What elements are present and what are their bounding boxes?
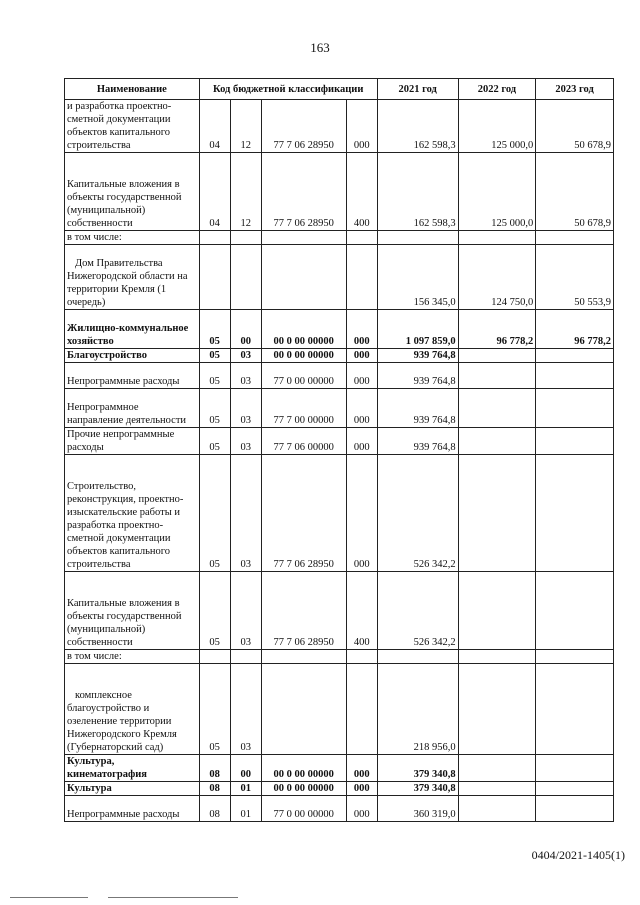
table-row xyxy=(65,755,614,782)
row-section: 08 xyxy=(199,782,230,796)
budget-table xyxy=(64,78,614,822)
row-expense-type: 000 xyxy=(346,349,377,363)
row-subsection: 03 xyxy=(230,572,261,650)
header-2022: 2022 год xyxy=(458,79,536,100)
row-subsection: 00 xyxy=(230,310,261,349)
table-row xyxy=(65,100,614,153)
row-value-2021: 156 345,0 xyxy=(377,245,458,310)
row-value-2023 xyxy=(536,349,614,363)
row-value-2022: 125 000,0 xyxy=(458,100,536,153)
table-row xyxy=(65,782,614,796)
row-section: 05 xyxy=(199,349,230,363)
row-section xyxy=(199,245,230,310)
row-subsection: 12 xyxy=(230,100,261,153)
row-subsection: 03 xyxy=(230,363,261,389)
row-section xyxy=(199,650,230,664)
row-value-2022 xyxy=(458,428,536,455)
row-section xyxy=(199,231,230,245)
row-value-2023 xyxy=(536,755,614,782)
row-subsection: 03 xyxy=(230,664,261,755)
row-value-2023: 50 678,9 xyxy=(536,100,614,153)
row-target-article: 77 7 06 28950 xyxy=(261,153,346,231)
row-value-2021: 162 598,3 xyxy=(377,100,458,153)
row-value-2021: 379 340,8 xyxy=(377,782,458,796)
row-expense-type: 000 xyxy=(346,455,377,572)
row-value-2021: 162 598,3 xyxy=(377,153,458,231)
row-subsection: 03 xyxy=(230,389,261,428)
row-expense-type: 000 xyxy=(346,782,377,796)
header-2021: 2021 год xyxy=(377,79,458,100)
row-target-article: 77 7 06 28950 xyxy=(261,572,346,650)
row-value-2022 xyxy=(458,349,536,363)
row-expense-type xyxy=(346,231,377,245)
row-name: Непрограммные расходы xyxy=(65,363,200,389)
row-target-article: 77 7 06 28950 xyxy=(261,455,346,572)
page-number: 163 xyxy=(310,40,330,55)
row-value-2021: 939 764,8 xyxy=(377,363,458,389)
row-value-2023 xyxy=(536,650,614,664)
row-value-2022 xyxy=(458,231,536,245)
row-name: Капитальные вложения в объекты государственной (муниципальной) собственности xyxy=(65,572,200,650)
row-value-2021: 939 764,8 xyxy=(377,349,458,363)
row-value-2021: 939 764,8 xyxy=(377,428,458,455)
row-name: Культура, кинематография xyxy=(65,755,200,782)
row-section: 05 xyxy=(199,310,230,349)
row-expense-type xyxy=(346,650,377,664)
row-section: 05 xyxy=(199,363,230,389)
row-expense-type: 000 xyxy=(346,428,377,455)
row-subsection: 00 xyxy=(230,755,261,782)
row-section: 05 xyxy=(199,389,230,428)
row-value-2022 xyxy=(458,782,536,796)
row-name: в том числе: xyxy=(65,231,200,245)
row-target-article xyxy=(261,664,346,755)
row-target-article: 00 0 00 00000 xyxy=(261,349,346,363)
row-value-2023: 96 778,2 xyxy=(536,310,614,349)
row-expense-type: 400 xyxy=(346,153,377,231)
row-value-2023 xyxy=(536,664,614,755)
row-subsection: 03 xyxy=(230,428,261,455)
row-expense-type: 000 xyxy=(346,389,377,428)
row-value-2023: 50 553,9 xyxy=(536,245,614,310)
scan-mark-right xyxy=(108,897,238,898)
table-row xyxy=(65,363,614,389)
row-name: Жилищно-коммунальное хозяйство xyxy=(65,310,200,349)
row-expense-type xyxy=(346,245,377,310)
row-expense-type: 000 xyxy=(346,363,377,389)
row-subsection xyxy=(230,650,261,664)
row-target-article: 77 0 00 00000 xyxy=(261,796,346,822)
table-row xyxy=(65,664,614,755)
row-value-2023 xyxy=(536,796,614,822)
row-value-2023 xyxy=(536,389,614,428)
row-section: 05 xyxy=(199,428,230,455)
row-target-article xyxy=(261,231,346,245)
row-value-2022 xyxy=(458,664,536,755)
table-row xyxy=(65,153,614,231)
row-value-2021: 939 764,8 xyxy=(377,389,458,428)
row-section: 05 xyxy=(199,664,230,755)
row-value-2022: 96 778,2 xyxy=(458,310,536,349)
row-value-2021: 526 342,2 xyxy=(377,572,458,650)
row-value-2022: 125 000,0 xyxy=(458,153,536,231)
row-section: 05 xyxy=(199,455,230,572)
row-value-2021: 526 342,2 xyxy=(377,455,458,572)
table-row xyxy=(65,389,614,428)
row-name: комплексное благоустройство и озеленение территории Нижегородского Кремля (Губернаторский сад) xyxy=(65,664,200,755)
row-subsection xyxy=(230,231,261,245)
row-value-2023 xyxy=(536,782,614,796)
table-row xyxy=(65,231,614,245)
header-name: Наименование xyxy=(65,79,200,100)
row-section: 04 xyxy=(199,153,230,231)
header-2023: 2023 год xyxy=(536,79,614,100)
row-expense-type: 400 xyxy=(346,572,377,650)
row-value-2021: 218 956,0 xyxy=(377,664,458,755)
row-expense-type xyxy=(346,664,377,755)
row-expense-type: 000 xyxy=(346,100,377,153)
row-target-article: 00 0 00 00000 xyxy=(261,755,346,782)
table-row xyxy=(65,428,614,455)
row-target-article: 77 7 06 28950 xyxy=(261,100,346,153)
row-name: Дом Правительства Нижегородской области на территории Кремля (1 очередь) xyxy=(65,245,200,310)
scan-mark-left xyxy=(10,897,88,898)
row-name: Строительство, реконструкция, проектно-изыскательские работы и разработка проектно-сметной документации объектов капитального строительства xyxy=(65,455,200,572)
table-row xyxy=(65,572,614,650)
row-value-2023 xyxy=(536,363,614,389)
row-value-2023 xyxy=(536,231,614,245)
row-subsection: 12 xyxy=(230,153,261,231)
row-value-2023: 50 678,9 xyxy=(536,153,614,231)
row-value-2021: 360 319,0 xyxy=(377,796,458,822)
row-value-2021 xyxy=(377,231,458,245)
row-value-2022 xyxy=(458,755,536,782)
table-row xyxy=(65,349,614,363)
row-value-2021 xyxy=(377,650,458,664)
table-body xyxy=(65,100,614,822)
row-name: и разработка проектно-сметной документации объектов капитального строительства xyxy=(65,100,200,153)
row-name: Непрограммное направление деятельности xyxy=(65,389,200,428)
row-target-article: 77 7 00 00000 xyxy=(261,389,346,428)
row-subsection: 01 xyxy=(230,782,261,796)
row-target-article: 77 0 00 00000 xyxy=(261,363,346,389)
row-value-2022 xyxy=(458,796,536,822)
row-name: Прочие непрограммные расходы xyxy=(65,428,200,455)
row-name: в том числе: xyxy=(65,650,200,664)
row-value-2021: 379 340,8 xyxy=(377,755,458,782)
row-value-2023 xyxy=(536,428,614,455)
row-subsection: 01 xyxy=(230,796,261,822)
table-row xyxy=(65,796,614,822)
row-value-2022 xyxy=(458,650,536,664)
row-subsection xyxy=(230,245,261,310)
row-value-2021: 1 097 859,0 xyxy=(377,310,458,349)
row-target-article: 00 0 00 00000 xyxy=(261,310,346,349)
row-value-2022 xyxy=(458,389,536,428)
row-value-2022: 124 750,0 xyxy=(458,245,536,310)
row-subsection: 03 xyxy=(230,349,261,363)
row-target-article xyxy=(261,245,346,310)
table-row xyxy=(65,455,614,572)
header-code: Код бюджетной классификации xyxy=(199,79,377,100)
row-value-2023 xyxy=(536,572,614,650)
table-row xyxy=(65,650,614,664)
table-row xyxy=(65,245,614,310)
row-target-article: 77 7 06 00000 xyxy=(261,428,346,455)
row-section: 08 xyxy=(199,755,230,782)
row-expense-type: 000 xyxy=(346,796,377,822)
document-code: 0404/2021-1405(1) xyxy=(531,848,625,862)
row-value-2023 xyxy=(536,455,614,572)
row-target-article xyxy=(261,650,346,664)
row-expense-type: 000 xyxy=(346,310,377,349)
row-value-2022 xyxy=(458,363,536,389)
row-value-2022 xyxy=(458,572,536,650)
row-expense-type: 000 xyxy=(346,755,377,782)
row-name: Непрограммные расходы xyxy=(65,796,200,822)
row-name: Благоустройство xyxy=(65,349,200,363)
table-header-row xyxy=(65,79,614,100)
row-name: Капитальные вложения в объекты государственной (муниципальной) собственности xyxy=(65,153,200,231)
table-row xyxy=(65,310,614,349)
row-target-article: 00 0 00 00000 xyxy=(261,782,346,796)
row-section: 05 xyxy=(199,572,230,650)
row-name: Культура xyxy=(65,782,200,796)
row-section: 08 xyxy=(199,796,230,822)
row-subsection: 03 xyxy=(230,455,261,572)
row-value-2022 xyxy=(458,455,536,572)
row-section: 04 xyxy=(199,100,230,153)
